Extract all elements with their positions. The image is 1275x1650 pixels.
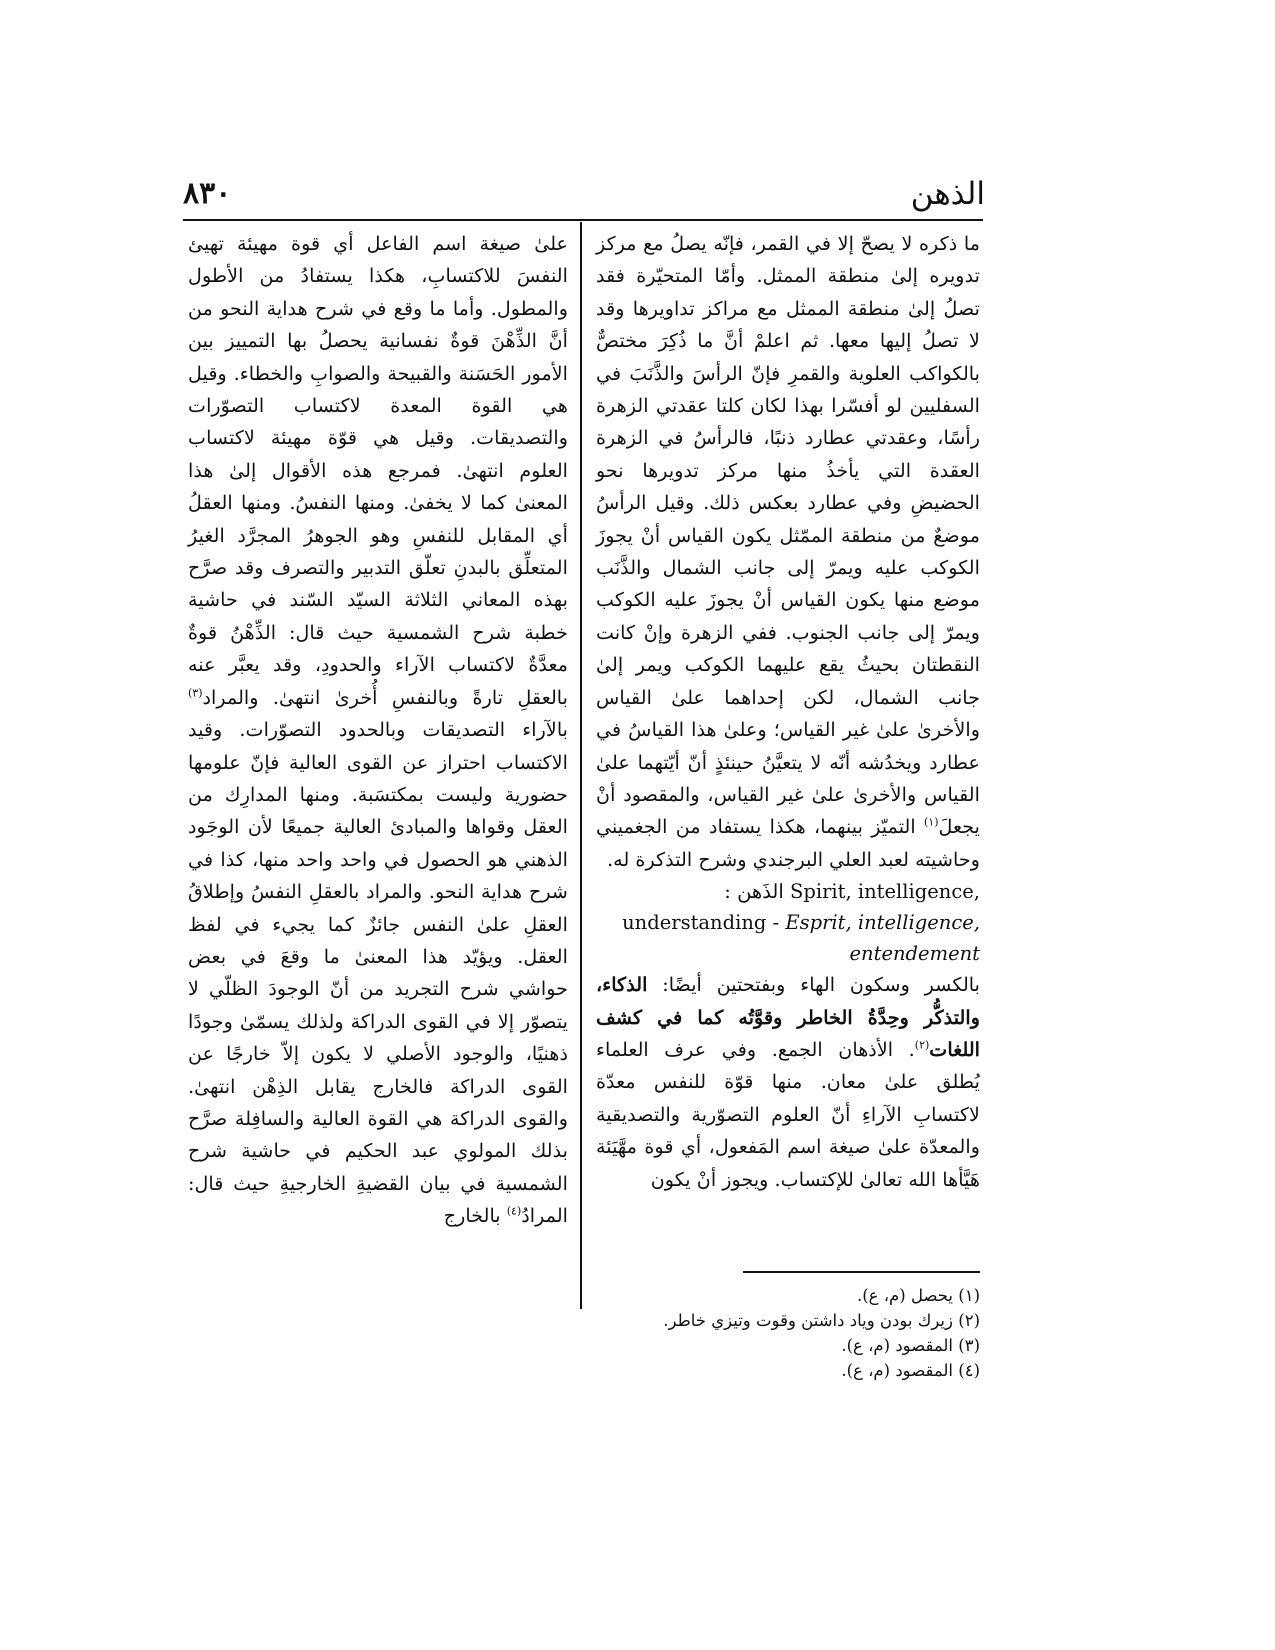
left-column	[188, 228, 568, 1233]
paragraph: علىٰ صيغة اسم الفاعل أي قوة مهيئة تهيئ النفسَ للاكتسابِ، هكذا يستفادُ من الأطول والمطول. وأما ما وقع في شرح هداية النحو من أنَّ الذِّهْنَ قوةٌ نفسانية يحصلُ بها التمييز بين الأمور الحَسَنة والقبيحة والصوابِ والخطاء. وقيل هي القوة المعدة لاكتساب التصوّرات والتصديقات. وقيل هي قوّة مهيئة لاكتساب العلوم انتهىٰ. فمرجع هذه الأقوال إلىٰ هذا المعنىٰ كما لا يخفىٰ. ومنها النفسُ. ومنها العقلُ أي المقابل للنفسِ وهو الجوهرُ المجرَّد الغيرُ المتعلِّق بالبدنِ تعلّق التدبير والتصرف وقد صرَّح بهذه المعاني الثلاثة السيّد السّند في حاشية خطبة شرح الشمسية حيث قال: الذِّهْنُ قوةٌ معدَّةٌ لاكتساب الآراء والحدودِ، وقد يعبَّر عنه بالعقلِ تارةً وبالنفسِ أُخرىٰ انتهىٰ. والمراد$^{(٣)}$ بالآراء التصديقات وبالحدود التصوّرات. وقيد الاكتساب احتراز عن القوى العالية فإنّ علومها حضورية وليست بمكتسَبة. ومنها المدارِك من العقل وقواها والمبادئ العالية جميعًا لأن الوجَود الذهني هو الحصول في واحد واحد منها، كذا في شرح هداية النحو. والمراد بالعقلِ النفسُ وإطلاقُ العقلِ علىٰ النفس جائزٌ كما يجيء في لفظ العقل. ويؤيّد هذا المعنىٰ ما وقعَ في بعض حواشي شرح التجريد من أنّ الوجودَ الظلّي لا يتصوّر إلا في القوى الدراكة ولذلك يسمّىٰ وجودًا ذهنيًا، والوجود الأصلي لا يكون إلاّ خارجًا عن القوى الدراكة فالخارج يقابل الذِهْن انتهىٰ. والقوى الدراكة هي القوة العالية والسافِلة صرَّح بذلك المولوي عبد الحكيم في حاشية شرح الشمسية في بيان القضيةِ الخارجيةِ حيث قال: المرادُ$^{(٤)}$ بالخارج	[188, 232, 568, 1228]
footnote-rule	[743, 1271, 980, 1273]
footnote-marker: (٣)	[188, 686, 203, 700]
paragraph: ما ذكره لا يصحّ إلا في القمر، فإنّه يصلُ مع مركز تدويره إلىٰ منطقة الممثل. وأمّا المتحيّرة فقد تصلُ إلىٰ منطقة الممثل مع مراكز تداويرها وقد لا تصلُ إليها معها. ثم اعلمْ أنَّ ما ذُكِرَ مختصٌّ بالكواكب العلوية والقمرِ فإنّ الرأسَ والذَّنَبَ في السفليين لو أفسّرا بهذا لكان كلتا عقدتي الزهرة رأسًا، وعقدتي عطارد ذنبًا، فالرأسُ في الزهرة العقدة التي يأخذُ منها مركز تدويرها نحو الحضيضِ وفي عطارد بعكس ذلك. وقيل الرأسُ موضعٌ من منطقة الممّثل يكون القياس أنْ يجوزَ الكوكب عليه ويمرّ إلى جانب الشمال والذَّنَب موضع منها يكون القياس أنْ يجوزَ عليه الكوكب ويمرّ إلى جانب الجنوب. ففي الزهرة وإنْ كانت النقطتان بحيثُ يقع عليهما الكوكب ويمر إلىٰ جانب الشمال، لكن إحداهما علىٰ القياس والأخرىٰ علىٰ غير القياس؛ وعلىٰ هذا القياسُ في عطارد ويخدُشه أنّه لا يتعيَّنُ حينئذٍ أنّ أيّتهما علىٰ القياس والأخرىٰ علىٰ غير القياس، والمقصود أنْ يجعلَ$^{(١)}$ التميّز بينهما، هكذا يستفاد من الجغميني وحاشيته لعبد العلي البرجندي وشرح التذكرة له.	[596, 232, 980, 871]
entry-headword: الذَهن :	[724, 880, 784, 904]
footnote-marker: (٤)	[506, 1204, 522, 1218]
column-divider	[580, 222, 582, 1309]
running-header-title: الذهن	[910, 176, 985, 212]
entry-english: Spirit, intelligence, understanding -	[622, 880, 980, 935]
dictionary-entry-heading	[596, 876, 980, 969]
right-column	[596, 228, 980, 1196]
footnote: (٢) زيرك بودن وياد داشتن وقوت وتيزي خاطر.	[663, 1311, 980, 1330]
footnote-marker: (١)	[923, 815, 939, 829]
footnote-marker: (٢)	[914, 1038, 930, 1052]
paragraph: بالكسر وسكون الهاء وبفتحتين أيضًا: الذكاء، والتذكُّر وحِدَّةُ الخاطر وقوَّتُه كما في كشف اللغات$^{(٢)}$. الأذهان الجمع. وفي عرف العلماء يُطلق علىٰ معان. منها قوّة للنفس معدّة لاكتسابِ الآراءِ أنّ العلوم التصوّرية والتصديقية والمعدّة علىٰ صيغة اسم المَفعول، أي قوة مهَّيَئة هَيَّأها الله تعالىٰ للإكتساب. ويجوز أنْ يكون	[596, 973, 980, 1191]
footnotes	[560, 1283, 980, 1383]
footnote: (٤) المقصود (م، ع).	[841, 1361, 980, 1380]
header-rule	[183, 219, 983, 221]
footnote: (١) يحصل (م، ع).	[856, 1286, 980, 1305]
bold-definition: الذكاء، والتذكُّر وحِدَّةُ الخاطر وقوَّتُه كما في كشف اللغات	[596, 973, 980, 1061]
entry-french: Esprit, intelligence, entendement	[785, 911, 980, 966]
page-number: ٨٣٠	[183, 176, 232, 211]
footnote: (٣) المقصود (م، ع).	[841, 1336, 980, 1355]
